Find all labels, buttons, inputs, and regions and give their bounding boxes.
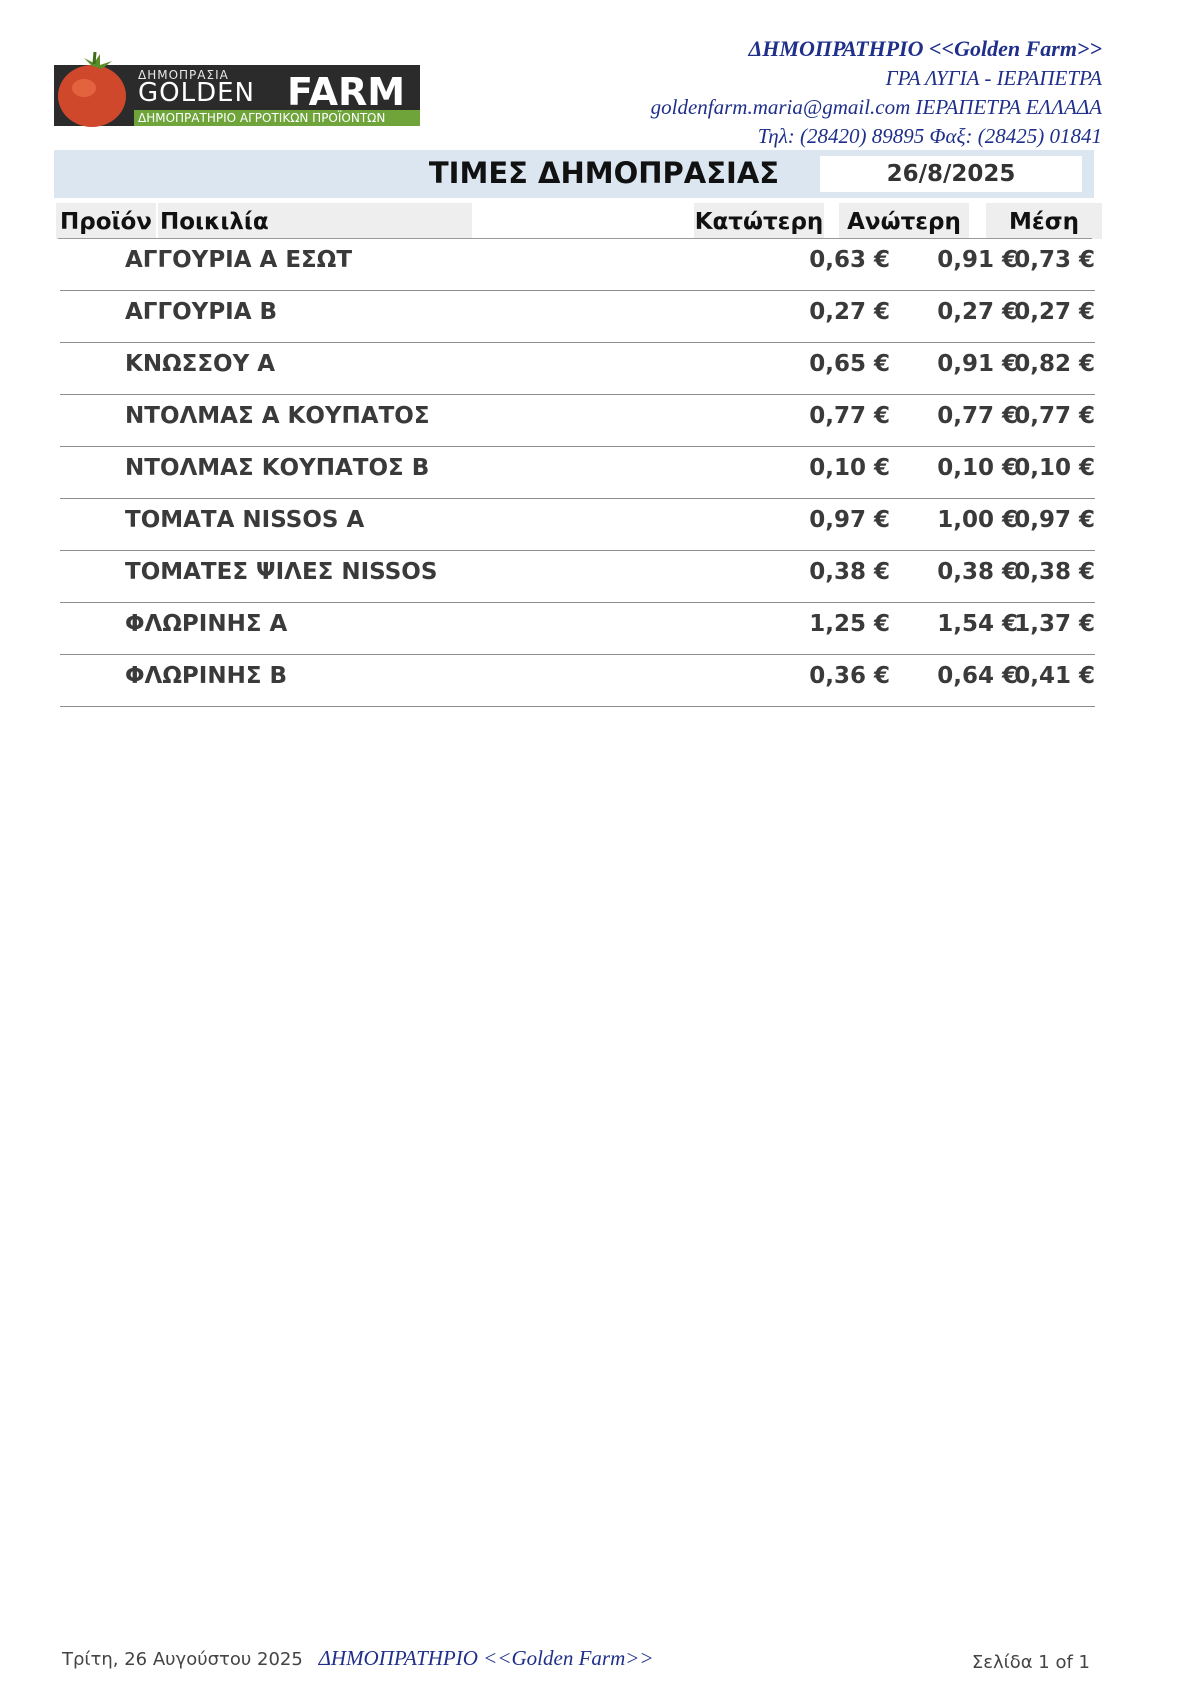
title-bar [54, 150, 1094, 198]
table-row [60, 655, 1095, 707]
row-avg-price: 0,27 € [1014, 299, 1095, 325]
row-high-price: 0,77 € [937, 403, 1018, 429]
row-avg-price: 1,37 € [1014, 611, 1095, 637]
logo-farm-text: FARM [287, 70, 406, 114]
row-variety: ΝΤΟΛΜΑΣ Α ΚΟΥΠΑΤΟΣ [125, 403, 430, 429]
row-high-price: 0,27 € [937, 299, 1018, 325]
row-avg-price: 0,77 € [1014, 403, 1095, 429]
row-variety: ΑΓΓΟΥΡΙΑ Β [125, 299, 278, 325]
row-avg-price: 0,41 € [1014, 663, 1095, 689]
table-row [60, 499, 1095, 551]
table-row [60, 343, 1095, 395]
company-email-city: goldenfarm.maria@gmail.com ΙΕΡΑΠΕΤΡΑ ΕΛΛΑΔΑ [650, 95, 1102, 119]
table-row [60, 551, 1095, 603]
row-high-price: 0,91 € [937, 247, 1018, 273]
row-high-price: 1,00 € [937, 507, 1018, 533]
footer-left [62, 1646, 654, 1671]
logo-subtitle: ΔΗΜΟΠΡΑΤΗΡΙΟ ΑΓΡΟΤΙΚΩΝ ΠΡΟΪΟΝΤΩΝ [138, 111, 386, 125]
table-row [60, 447, 1095, 499]
table-row [60, 603, 1095, 655]
row-avg-price: 0,38 € [1014, 559, 1095, 585]
table-row [60, 395, 1095, 447]
company-address: ΓΡΑ ΛΥΓΙΑ - ΙΕΡΑΠΕΤΡΑ [885, 66, 1102, 90]
row-low-price: 0,27 € [809, 299, 890, 325]
tomato-icon [54, 48, 134, 128]
row-high-price: 0,91 € [937, 351, 1018, 377]
row-variety: ΦΛΩΡΙΝΗΣ Β [125, 663, 288, 689]
row-high-price: 0,38 € [937, 559, 1018, 585]
row-low-price: 0,65 € [809, 351, 890, 377]
column-header-high: Ανώτερη [839, 203, 969, 239]
row-avg-price: 0,73 € [1014, 247, 1095, 273]
row-low-price: 0,63 € [809, 247, 890, 273]
footer-page-number: Σελίδα 1 of 1 [971, 1652, 1090, 1673]
company-logo [54, 48, 420, 128]
table-row [60, 239, 1095, 291]
logo-golden-text: GOLDEN [138, 78, 255, 108]
column-header-avg: Μέση [986, 203, 1102, 239]
row-variety: ΝΤΟΛΜΑΣ ΚΟΥΠΑΤΟΣ Β [125, 455, 430, 481]
report-title: ΤΙΜΕΣ ΔΗΜΟΠΡΑΣΙΑΣ [428, 156, 780, 190]
footer-company: ΔΗΜΟΠΡΑΤΗΡΙΟ <<Golden Farm>> [318, 1646, 654, 1670]
logo-top-text: ΔΗΜΟΠΡΑΣΙΑ [138, 68, 229, 82]
row-low-price: 1,25 € [809, 611, 890, 637]
price-table [60, 239, 1095, 707]
footer-date: Τρίτη, 26 Αυγούστου 2025 [62, 1649, 303, 1670]
row-high-price: 0,10 € [937, 455, 1018, 481]
column-header-low: Κατώτερη [694, 203, 824, 239]
row-avg-price: 0,82 € [1014, 351, 1095, 377]
company-info [651, 34, 1102, 151]
row-high-price: 0,64 € [937, 663, 1018, 689]
column-header-variety: Ποικιλία [158, 203, 472, 239]
row-variety: ΤΟΜΑΤΕΣ ΨΙΛΕΣ NISSOS [125, 559, 438, 585]
row-avg-price: 0,97 € [1014, 507, 1095, 533]
table-row [60, 291, 1095, 343]
row-variety: ΑΓΓΟΥΡΙΑ Α ΕΣΩΤ [125, 247, 353, 273]
column-header-product: Προϊόν [56, 203, 156, 239]
row-high-price: 1,54 € [937, 611, 1018, 637]
row-low-price: 0,10 € [809, 455, 890, 481]
row-variety: ΦΛΩΡΙΝΗΣ Α [125, 611, 288, 637]
company-phones: Τηλ: (28420) 89895 Φαξ: (28425) 01841 [757, 124, 1102, 148]
row-variety: ΤΟΜΑΤΑ NISSOS A [125, 507, 365, 533]
row-low-price: 0,38 € [809, 559, 890, 585]
row-low-price: 0,77 € [809, 403, 890, 429]
row-low-price: 0,36 € [809, 663, 890, 689]
row-avg-price: 0,10 € [1014, 455, 1095, 481]
row-low-price: 0,97 € [809, 507, 890, 533]
report-date: 26/8/2025 [820, 156, 1082, 192]
company-name: ΔΗΜΟΠΡΑΤΗΡΙΟ <<Golden Farm>> [748, 36, 1102, 61]
row-variety: ΚΝΩΣΣΟΥ Α [125, 351, 276, 377]
